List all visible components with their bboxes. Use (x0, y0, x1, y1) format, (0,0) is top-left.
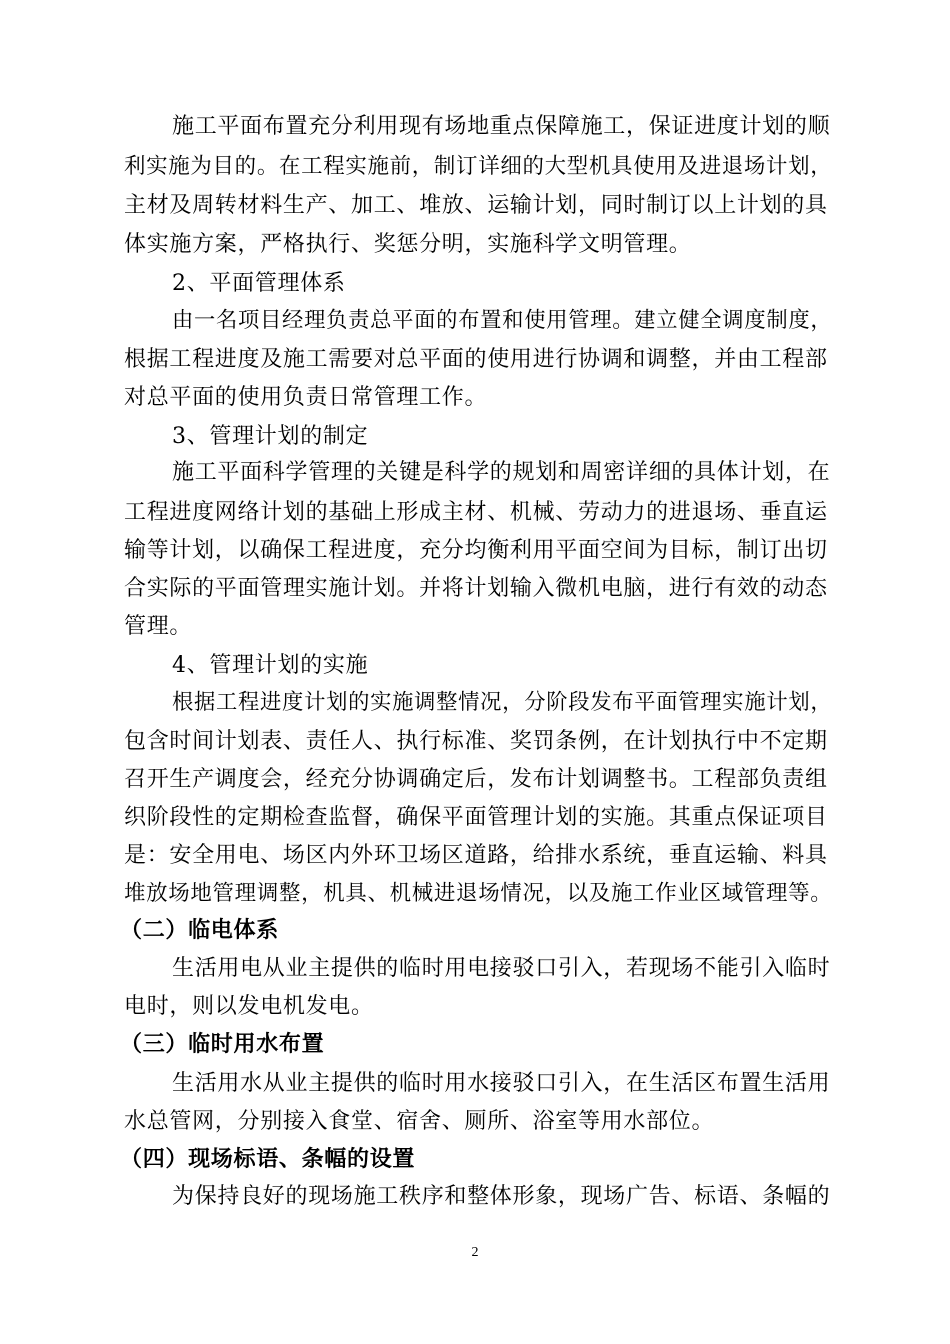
paragraph-line: 是：安全用电、场区内外环卫场区道路，给排水系统，垂直运输、料具 (124, 843, 828, 868)
paragraph-line: 堆放场地管理调整，机具、机械进退场情况，以及施工作业区域管理等。 (124, 881, 833, 906)
paragraph-line: 根据工程进度计划的实施调整情况，分阶段发布平面管理实施计划， (172, 690, 833, 715)
subsection-heading: 2、平面管理体系 (172, 271, 346, 296)
paragraph-line: 生活用电从业主提供的临时用电接驳口引入，若现场不能引入临时 (172, 956, 831, 981)
paragraph-line: 体实施方案，严格执行、奖惩分明，实施科学文明管理。 (124, 232, 692, 257)
section-heading: （四）现场标语、条幅的设置 (120, 1147, 416, 1172)
subsection-heading: 4、管理计划的实施 (172, 653, 369, 678)
paragraph-line: 包含时间计划表、责任人、执行标准、奖罚条例，在计划执行中不定期 (124, 729, 828, 754)
paragraph-line: 生活用水从业主提供的临时用水接驳口引入，在生活区布置生活用 (172, 1071, 831, 1096)
page-number: 2 (471, 1245, 479, 1260)
paragraph-line: 施工平面科学管理的关键是科学的规划和周密详细的具体计划，在 (172, 460, 831, 485)
paragraph-line: 由一名项目经理负责总平面的布置和使用管理。建立健全调度制度， (172, 308, 833, 333)
section-heading: （三）临时用水布置 (120, 1032, 325, 1057)
paragraph-line: 利实施为目的。在工程实施前，制订详细的大型机具使用及进退场计划， (124, 154, 833, 179)
paragraph-line: 织阶段性的定期检查监督，确保平面管理计划的实施。其重点保证项目 (124, 805, 828, 830)
paragraph-line: 工程进度网络计划的基础上形成主材、机械、劳动力的进退场、垂直运 (124, 500, 828, 525)
paragraph-line: 电时，则以发电机发电。 (124, 994, 374, 1019)
subsection-heading: 3、管理计划的制定 (172, 424, 369, 449)
paragraph-line: 管理。 (124, 614, 193, 639)
paragraph-line: 水总管网，分别接入食堂、宿舍、厕所、浴室等用水部位。 (124, 1109, 715, 1134)
paragraph-line: 输等计划，以确保工程进度，充分均衡利用平面空间为目标，制订出切 (124, 538, 828, 563)
section-heading: （二）临电体系 (120, 918, 279, 943)
paragraph-line: 为保持良好的现场施工秩序和整体形象，现场广告、标语、条幅的 (172, 1184, 831, 1209)
paragraph-line: 主材及周转材料生产、加工、堆放、运输计划，同时制订以上计划的具 (124, 193, 828, 218)
paragraph-line: 施工平面布置充分利用现有场地重点保障施工，保证进度计划的顺 (172, 114, 831, 139)
paragraph-line: 根据工程进度及施工需要对总平面的使用进行协调和调整，并由工程部 (124, 347, 828, 372)
paragraph-line: 合实际的平面管理实施计划。并将计划输入微机电脑，进行有效的动态 (124, 576, 828, 601)
paragraph-line: 召开生产调度会，经充分协调确定后，发布计划调整书。工程部负责组 (124, 767, 828, 792)
paragraph-line: 对总平面的使用负责日常管理工作。 (124, 385, 488, 410)
